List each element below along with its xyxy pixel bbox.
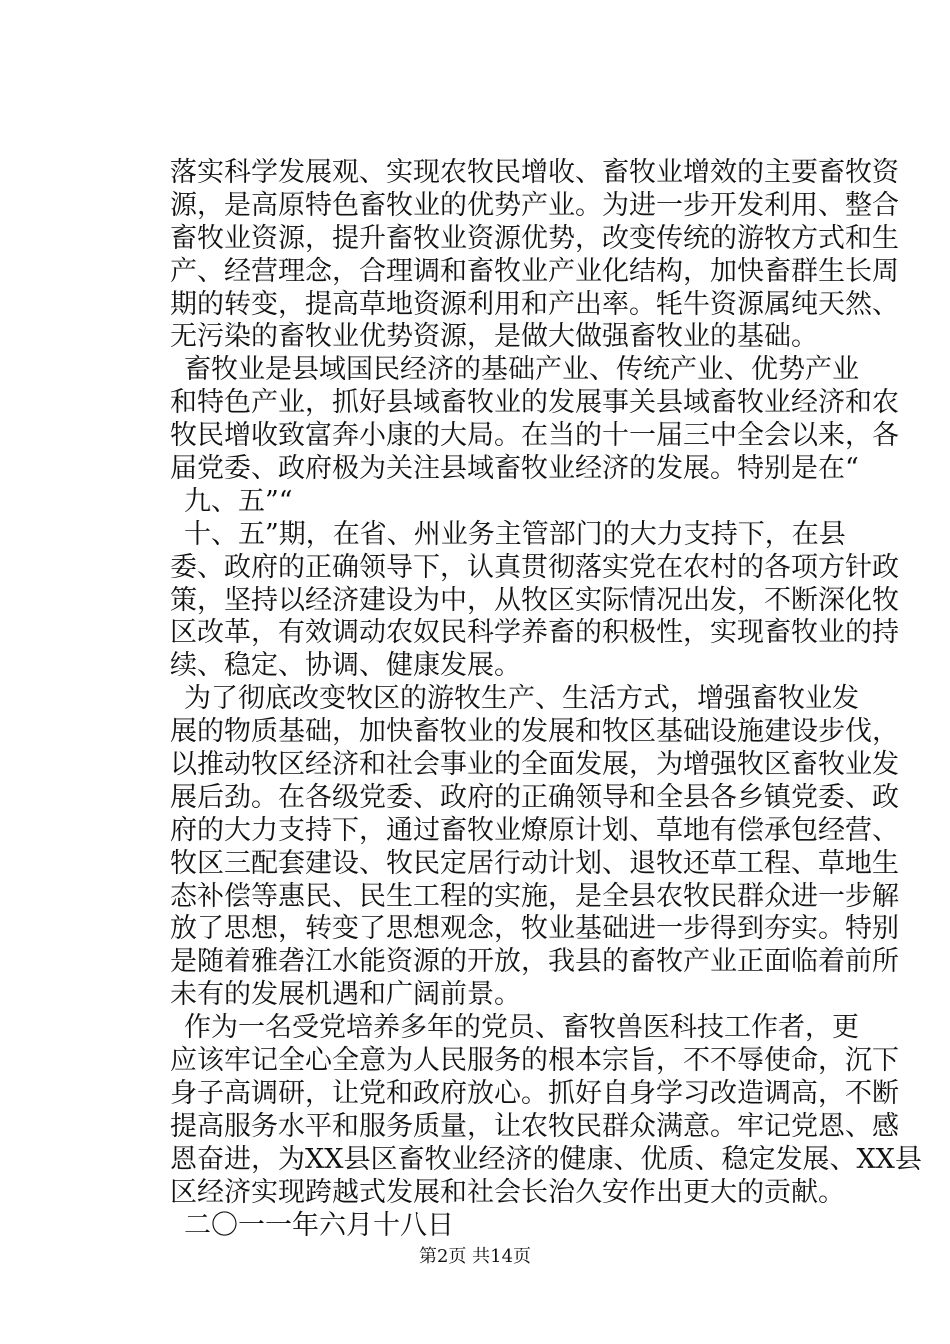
page-footer: 第2页 共14页 <box>418 1246 532 1267</box>
text-line: 牧区三配套建设、牧民定居行动计划、退牧还草工程、草地生 <box>170 847 899 879</box>
text-line: 十、五”期，在省、州业务主管部门的大力支持下，在县 <box>184 518 846 550</box>
text-line: 二〇一一年六月十八日 <box>184 1209 454 1241</box>
text-line: 委、政府的正确领导下，认真贯彻落实党在农村的各项方针政 <box>170 551 899 583</box>
text-line: 源，是高原特色畜牧业的优势产业。为进一步开发利用、整合 <box>170 189 899 221</box>
text-line: 区经济实现跨越式发展和社会长治久安作出更大的贡献。 <box>170 1176 845 1208</box>
text-line: 态补偿等惠民、民生工程的实施，是全县农牧民群众进一步解 <box>170 880 899 912</box>
text-line: 作为一名受党培养多年的党员、畜牧兽医科技工作者，更 <box>184 1012 859 1044</box>
text-line: 府的大力支持下，通过畜牧业燎原计划、草地有偿承包经营、 <box>170 814 899 846</box>
text-line: 期的转变，提高草地资源利用和产出率。牦牛资源属纯天然、 <box>170 288 899 320</box>
text-line: 以推动牧区经济和社会事业的全面发展，为增强牧区畜牧业发 <box>170 749 899 781</box>
text-line: 策，坚持以经济建设为中，从牧区实际情况出发，不断深化牧 <box>170 584 899 616</box>
text-line: 届党委、政府极为关注县域畜牧业经济的发展。特别是在“ <box>170 453 859 485</box>
text-line: 产、经营理念，合理调和畜牧业产业化结构，加快畜群生长周 <box>170 255 899 287</box>
text-line: 应该牢记全心全意为人民服务的根本宗旨，不不辱使命，沉下 <box>170 1045 899 1077</box>
text-line: 续、稳定、协调、健康发展。 <box>170 650 521 682</box>
text-line: 落实科学发展观、实现农牧民增收、畜牧业增效的主要畜牧资 <box>170 157 899 188</box>
text-line: 畜牧业资源，提升畜牧业资源优势，改变传统的游牧方式和生 <box>170 222 899 254</box>
text-line: 无污染的畜牧业优势资源，是做大做强畜牧业的基础。 <box>170 321 818 353</box>
text-line: 牧民增收致富奔小康的大局。在当的十一届三中全会以来，各 <box>170 420 899 452</box>
text-line: 展后劲。在各级党委、政府的正确领导和全县各乡镇党委、政 <box>170 781 899 813</box>
text-line: 未有的发展机遇和广阔前景。 <box>170 979 521 1011</box>
text-line: 展的物质基础，加快畜牧业的发展和牧区基础设施建设步伐， <box>170 716 899 748</box>
text-line: 区改革，有效调动农奴民科学养畜的积极性，实现畜牧业的持 <box>170 617 899 649</box>
text-line: 提高服务水平和服务质量，让农牧民群众满意。牢记党恩、感 <box>170 1110 899 1142</box>
text-line: 恩奋进，为XX县区畜牧业经济的健康、优质、稳定发展、XX县 <box>170 1143 922 1175</box>
text-line: 放了思想，转变了思想观念，牧业基础进一步得到夯实。特别 <box>170 913 899 945</box>
text-line: 畜牧业是县域国民经济的基础产业、传统产业、优势产业 <box>184 354 859 386</box>
text-line: 和特色产业，抓好县域畜牧业的发展事关县域畜牧业经济和农 <box>170 387 899 419</box>
text-line: 为了彻底改变牧区的游牧生产、生活方式，增强畜牧业发 <box>184 683 859 715</box>
text-line: 身子高调研，让党和政府放心。抓好自身学习改造调高，不断 <box>170 1077 899 1109</box>
text-line: 九、五”“ <box>184 485 293 517</box>
document-body <box>170 157 922 1242</box>
text-line: 是随着雅砻江水能资源的开放，我县的畜牧产业正面临着前所 <box>170 946 899 978</box>
